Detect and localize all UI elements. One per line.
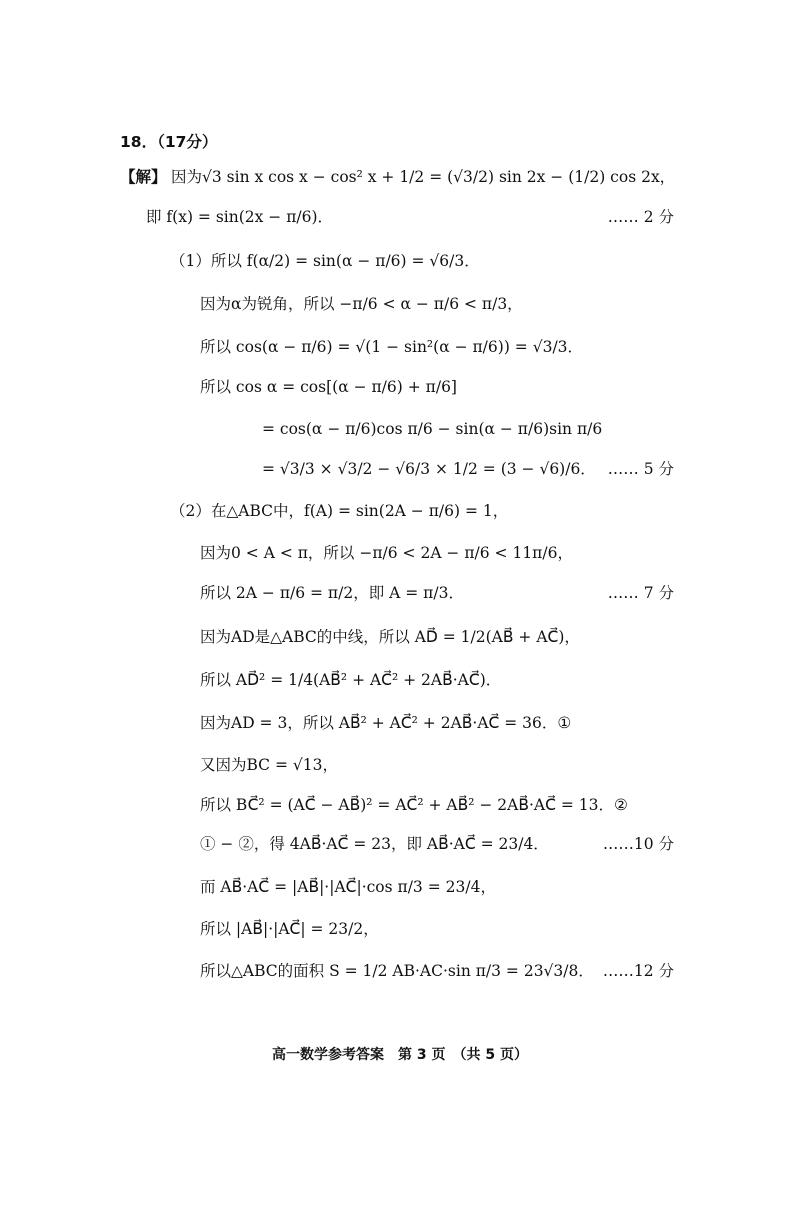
part1-line-2: 因为α为锐角，所以 −π/6 < α − π/6 < π/3，: [200, 295, 523, 313]
solution-label: 【解】: [120, 168, 167, 186]
part2-line-6: 因为AD = 3，所以 AB⃗² + AC⃗² + 2AB⃗·AC⃗ = 36．①: [200, 714, 572, 732]
part2-line-2: 因为0 < A < π，所以 −π/6 < 2A − π/6 < 11π/6，: [200, 544, 573, 562]
part2-line-11: 所以 |AB⃗|·|AC⃗| = 23/2，: [200, 920, 379, 938]
score-7: …… 7 分: [607, 584, 674, 602]
part2-line-1: （2）在△ABC中，f(A) = sin(2A − π/6) = 1，: [170, 502, 509, 520]
part1-line-4: 所以 cos α = cos[(α − π/6) + π/6]: [200, 378, 457, 396]
part1-line-1: （1）所以 f(α/2) = sin(α − π/6) = √6/3．: [170, 252, 480, 270]
score-10: ……10 分: [602, 835, 674, 853]
page-footer: 高一数学参考答案 第 3 页 （共 5 页）: [272, 1047, 528, 1063]
problem-number: 18．（17分）: [120, 133, 218, 151]
f-definition: 即 f(x) = sin(2x − π/6)．: [146, 208, 334, 226]
part2-line-10: 而 AB⃗·AC⃗ = |AB⃗|·|AC⃗|·cos π/3 = 23/4，: [200, 878, 496, 896]
score-12: ……12 分: [602, 962, 674, 980]
part2-line-8: 所以 BC⃗² = (AC⃗ − AB⃗)² = AC⃗² + AB⃗² − 2AB⃗·AC⃗ = 13．②: [200, 796, 628, 814]
score-2: …… 2 分: [607, 208, 674, 226]
part2-line-3: 所以 2A − π/6 = π/2，即 A = π/3．: [200, 584, 464, 602]
part2-line-9: ① − ②，得 4AB⃗·AC⃗ = 23，即 AB⃗·AC⃗ = 23/4．: [200, 835, 549, 853]
solution-intro: 因为√3 sin x cos x − cos² x + 1/2 = (√3/2) sin 2x − (1/2) cos 2x，: [171, 168, 676, 186]
part1-line-5: = cos(α − π/6)cos π/6 − sin(α − π/6)sin π/6: [262, 420, 603, 438]
part1-line-6: = √3/3 × √3/2 − √6/3 × 1/2 = (3 − √6)/6．: [262, 460, 596, 478]
part1-line-3: 所以 cos(α − π/6) = √(1 − sin²(α − π/6)) = √3/3．: [200, 338, 584, 356]
part2-line-7: 又因为BC = √13，: [200, 756, 338, 774]
part2-line-4: 因为AD是△ABC的中线，所以 AD⃗ = 1/2(AB⃗ + AC⃗)，: [200, 628, 580, 646]
part2-line-12: 所以△ABC的面积 S = 1/2 AB·AC·sin π/3 = 23√3/8．: [200, 962, 594, 980]
score-5: …… 5 分: [607, 460, 674, 478]
part2-line-5: 所以 AD⃗² = 1/4(AB⃗² + AC⃗² + 2AB⃗·AC⃗)．: [200, 671, 502, 689]
